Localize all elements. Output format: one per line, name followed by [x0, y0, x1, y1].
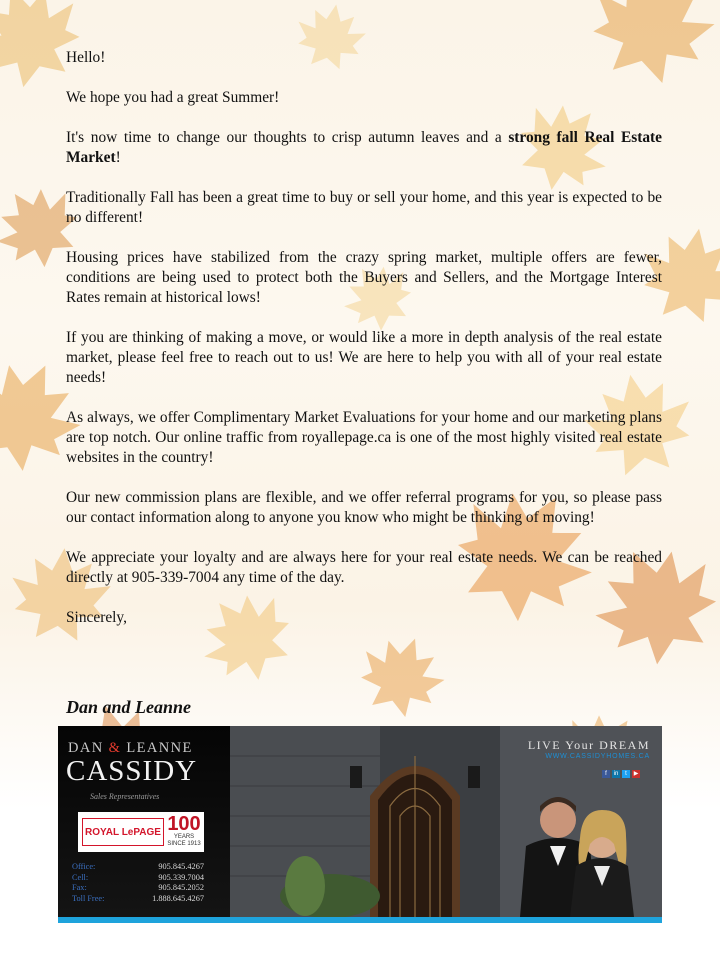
letter-body — [66, 48, 662, 648]
twitter-icon[interactable]: t — [622, 770, 630, 778]
banner-accent-strip — [58, 917, 662, 923]
agent-banner — [58, 726, 662, 922]
ampersand: & — [108, 740, 122, 756]
social-icons — [602, 770, 640, 778]
royal-lepage-logo: ROYAL LePAGE — [82, 818, 164, 846]
agent-surname: CASSIDY — [66, 755, 198, 787]
contact-fax — [72, 883, 204, 894]
banner-left-panel — [58, 726, 230, 917]
anniversary-number: 100 — [167, 813, 201, 835]
contact-label: Toll Free: — [72, 893, 105, 903]
facebook-icon[interactable]: f — [602, 770, 610, 778]
closing: Sincerely, — [66, 609, 127, 626]
paragraph-move: If you are thinking of making a move, or would like a more in depth analysis of the real estate market, please feel free to reach out to us! We are here to help you with all of your real estate needs! — [66, 329, 662, 386]
slogan: LIVE Your DREAM — [527, 738, 650, 752]
agent-role: Sales Representatives — [90, 792, 160, 801]
paragraph-summer: We hope you had a great Summer! — [66, 89, 280, 106]
paragraph-housing: Housing prices have stabilized from the crazy spring market, multiple offers are fewer, conditions are being used to protect both the Buyers and Sellers, and the Mortgage Interest Rates remain at historical lows! — [66, 249, 662, 306]
contact-toll-free — [72, 894, 204, 905]
contact-office — [72, 862, 204, 873]
anniversary-years: YEARS — [173, 834, 195, 840]
paragraph-commission: Our new commission plans are flexible, and we offer referral programs for you, so please pass our contact information along to anyone you know who might be thinking of moving! — [66, 489, 662, 526]
greeting: Hello! — [66, 49, 106, 66]
contact-value: 905.339.7004 — [158, 872, 204, 882]
signature: Dan and Leanne — [66, 697, 192, 717]
contact-label: Fax: — [72, 883, 87, 892]
brokerage-logo — [78, 812, 204, 852]
linkedin-icon[interactable]: in — [613, 771, 619, 777]
paragraph-loyalty: We appreciate your loyalty and are always here for your real estate needs. We can be reached directly at 905-339-7004 any time of the day. — [66, 549, 662, 586]
agents-photo — [230, 726, 662, 917]
youtube-icon[interactable]: ▶ — [633, 771, 639, 777]
website-link[interactable]: WWW.CASSIDYHOMES.CA — [545, 753, 650, 760]
paragraph-evaluations: As always, we offer Complimentary Market Evaluations for your home and our marketing plans are top notch. Our online traffic from royallepage.ca is one of the most highly visited real estate websites in the country! — [66, 409, 662, 466]
contact-value: 1.888.645.4267 — [152, 893, 204, 903]
contact-label: Office: — [72, 862, 96, 871]
contact-value: 905.845.2052 — [158, 883, 204, 892]
contact-cell — [72, 873, 204, 884]
paragraph-tradition: Traditionally Fall has been a great time to buy or sell your home, and this year is expected to be no different! — [66, 189, 662, 226]
paragraph-autumn — [66, 128, 662, 168]
contact-value: 905.845.4267 — [158, 862, 204, 871]
paragraph-autumn-end: ! — [115, 149, 121, 166]
paragraph-autumn-bold: strong fall Real Estate Market — [66, 129, 663, 166]
contact-list — [72, 862, 204, 904]
first-name-dan: DAN — [68, 740, 104, 756]
anniversary-badge — [167, 814, 201, 848]
paragraph-autumn-text: It's now time to change our thoughts to crisp autumn leaves and a — [66, 129, 509, 146]
first-name-leanne: LEANNE — [126, 740, 193, 756]
anniversary-since: SINCE 1913 — [167, 841, 201, 847]
slogan-block — [528, 738, 650, 760]
contact-label: Cell: — [72, 872, 89, 882]
